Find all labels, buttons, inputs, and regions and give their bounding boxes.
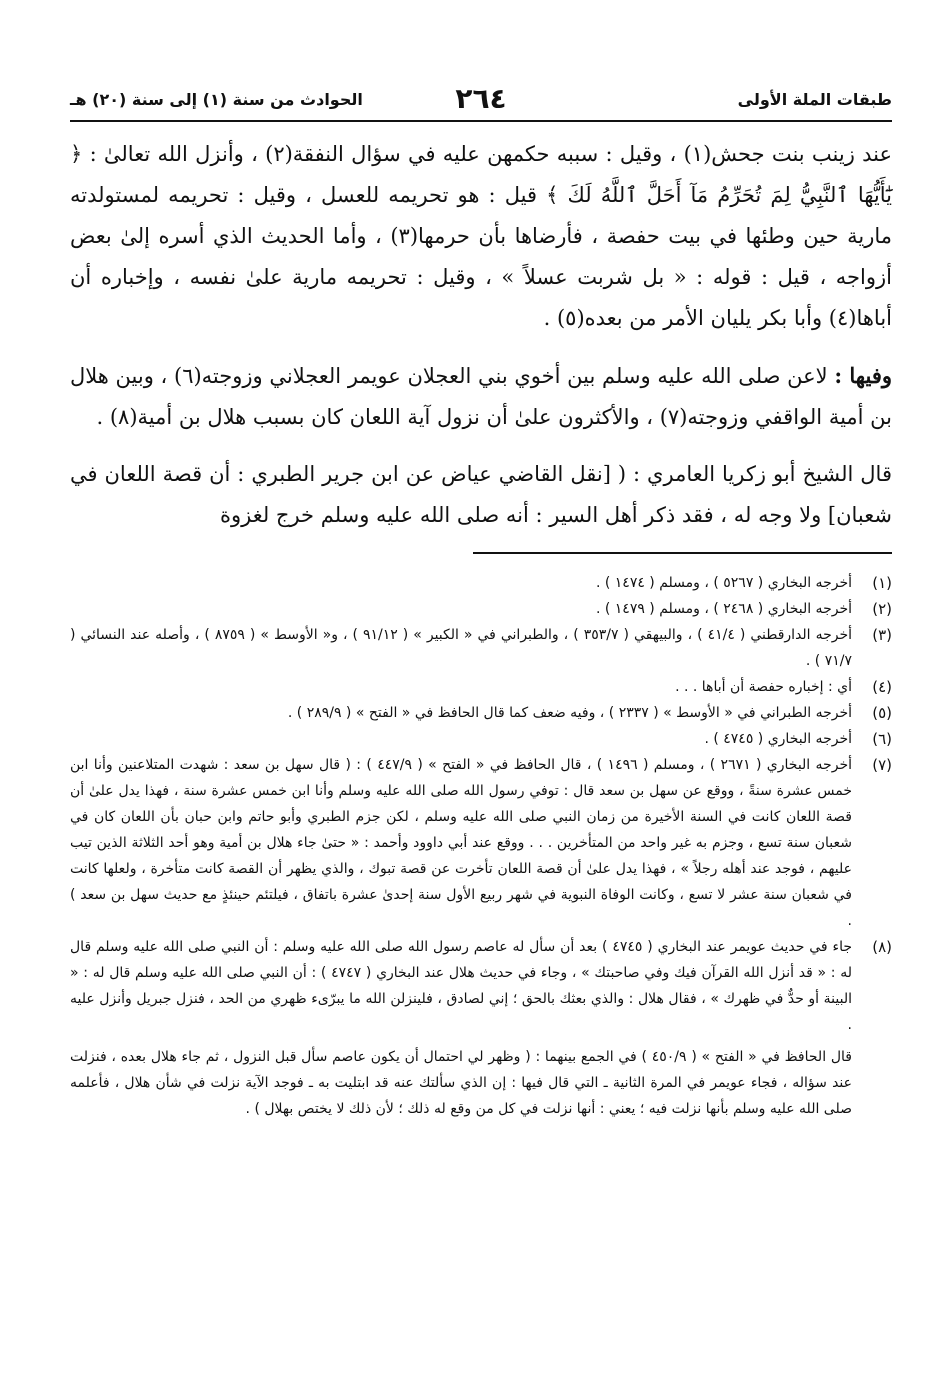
paragraph-1: عند زينب بنت جحش(١) ، وقيل : سببه حكمهن عليه في سؤال النفقة(٢) ، وأنزل الله تعالىٰ : ﴿ يَٰٓأَيُّهَا ٱلنَّبِيُّ لِمَ تُحَرِّمُ مَآ أَحَلَّ ٱللَّهُ لَكَ ﴾ قيل : هو تحريمه للعسل ، وقيل : تحريمه لمستولدته مارية حين وطئها في بيت حفصة ، فأرضاها بأن حرمها(٣) ، وأما الحديث الذي أسره إلىٰ بعض أزواجه ، قيل : قوله : « بل شربت عسلاً » ، وقيل : تحريمه مارية علىٰ نفسه ، وإخباره أن أباها(٤) وأبا بكر يليان الأمر من بعده(٥) .	[70, 142, 893, 330]
book-title: طبقات الملة الأولى	[737, 90, 892, 109]
chapter-range: الحوادث من سنة (١) إلى سنة (٢٠) هـ	[70, 90, 363, 109]
footnote-number: (٤)	[872, 678, 892, 696]
footnote-number: (١)	[872, 574, 892, 592]
footnote	[70, 726, 892, 752]
footnote-text: أخرجه البخاري ( ٤٧٤٥ ) .	[704, 731, 852, 747]
book-page	[70, 82, 892, 1362]
footnote-number: (٥)	[872, 704, 892, 722]
footnote	[70, 622, 892, 674]
page-number: ٢٦٤	[455, 82, 507, 115]
footnote-continuation: قال الحافظ في « الفتح » ( ٤٥٠/٩ ) في الجمع بينهما : ( وظهر لي احتمال أن يكون عاصم سأل قبل النزول ، ثم جاء هلال بعده ، فنزلت عند سؤاله ، فجاء عويمر في المرة الثانية ـ التي قال فيها : إن الذي سألتك عنه قد ابتليت به ـ فوجد الآية نزلت في شأن هلال ، فأعلمه صلى الله عليه وسلم بأنها نزلت فيه ؛ يعني : أنها نزلت في كل من وقع له ذلك ؛ لأن ذلك لا يختص بهلال ) .	[70, 1049, 852, 1117]
paragraph-3: قال الشيخ أبو زكريا العامري : ( [نقل القاضي عياض عن ابن جرير الطبري : أن قصة اللعان في شعبان] ولا وجه له ، فقد ذكر أهل السير : أنه صلى الله عليه وسلم خرج لغزوة	[70, 462, 892, 527]
footnote-number: (٧)	[872, 756, 892, 774]
footnotes	[70, 570, 892, 1122]
footnote-number: (٣)	[872, 626, 892, 644]
footnote-text: أخرجه البخاري ( ٢٦٧١ ) ، ومسلم ( ١٤٩٦ ) ، قال الحافظ في « الفتح » ( ٤٤٧/٩ ) : ( قال سهل بن سعد : شهدت المتلاعنين وأنا ابن خمس عشرة سنةً ، ووقع عن سهل بن سعد قال : توفي رسول الله صلى الله عليه وسلم وأنا ابن خمس عشرة سنة ، فهذا يدل علىٰ أن قصة اللعان كانت في السنة الأخيرة من زمان النبي صلى الله عليه وسلم ، لكن جزم الطبري وأبو حاتم وابن حبان بأن اللعان كان في شعبان سنة تسع ، وجزم به غير واحد من المتأخرين . . . ووقع عند أبي داوود وأحمد : « حتىٰ جاء هلال بن أمية وهو أحد الثلاثة الذين تيب عليهم ، فوجد عند أهله رجلاً » ، فهذا يدل علىٰ أن قصة اللعان تأخرت عن قصة تبوك ، والذي يظهر أن القصة كانت متأخرة ، ولعلها كانت في شعبان سنة عشر لا تسع ، وكانت الوفاة النبوية في شهر ربيع الأول سنة إحدىٰ عشرة باتفاق ، فيلتئم حينئذٍ مع حديث سهل بن سعد ) .	[70, 757, 852, 929]
footnote-divider	[473, 552, 892, 554]
footnote-number: (٨)	[872, 938, 892, 956]
footnote-text: أي : إخباره حفصة أن أباها . . .	[675, 679, 852, 695]
footnote	[70, 596, 892, 622]
footnote-number: (٢)	[872, 600, 892, 618]
footnote-text: أخرجه الطبراني في « الأوسط » ( ٢٣٣٧ ) ، وفيه ضعف كما قال الحافظ في « الفتح » ( ٢٨٩/٩ ) .	[287, 705, 852, 721]
footnote-text: أخرجه الدارقطني ( ٤١/٤ ) ، والبيهقي ( ٣٥٣/٧ ) ، والطبراني في « الكبير » ( ٩١/١٢ ) ، و« الأوسط » ( ٨٧٥٩ ) ، وأصله عند النسائي ( ٧١/٧ ) .	[70, 627, 853, 669]
paragraph-2	[70, 355, 892, 438]
footnote-number: (٦)	[872, 730, 892, 748]
footnote	[70, 700, 892, 726]
footnote	[70, 570, 892, 596]
paragraph-lead: وفيها :	[834, 363, 893, 388]
footnote-text: جاء في حديث عويمر عند البخاري ( ٤٧٤٥ ) بعد أن سأل له عاصم رسول الله صلى الله عليه وسلم : أن النبي صلى الله عليه وسلم قال له : « قد أنزل الله القرآن فيك وفي صاحبتك » ، وجاء في حديث هلال عند البخاري ( ٤٧٤٧ ) : أن النبي صلى الله عليه وسلم قال له : « البينة أو حدٌّ في ظهرك » ، فقال هلال : والذي بعثك بالحق ؛ إني لصادق ، فلينزلن الله ما يبرّىء ظهري من الحد ، فنزل جبريل وأنزل عليه .	[70, 939, 852, 1033]
footnote-text: أخرجه البخاري ( ٢٤٦٨ ) ، ومسلم ( ١٤٧٩ ) .	[595, 601, 852, 617]
paragraph-2-text: لاعن صلى الله عليه وسلم بين أخوي بني العجلان عويمر العجلاني وزوجته(٦) ، وبين هلال بن أمية الواقفي وزوجته(٧) ، والأكثرون علىٰ أن نزول آية اللعان كان بسبب هلال بن أمية(٨) .	[70, 364, 892, 429]
footnote	[70, 752, 892, 934]
footnote-text: أخرجه البخاري ( ٥٢٦٧ ) ، ومسلم ( ١٤٧٤ ) .	[595, 575, 852, 591]
page-header	[70, 82, 892, 122]
footnote	[70, 674, 892, 700]
main-text	[70, 134, 892, 536]
footnote	[70, 934, 892, 1038]
